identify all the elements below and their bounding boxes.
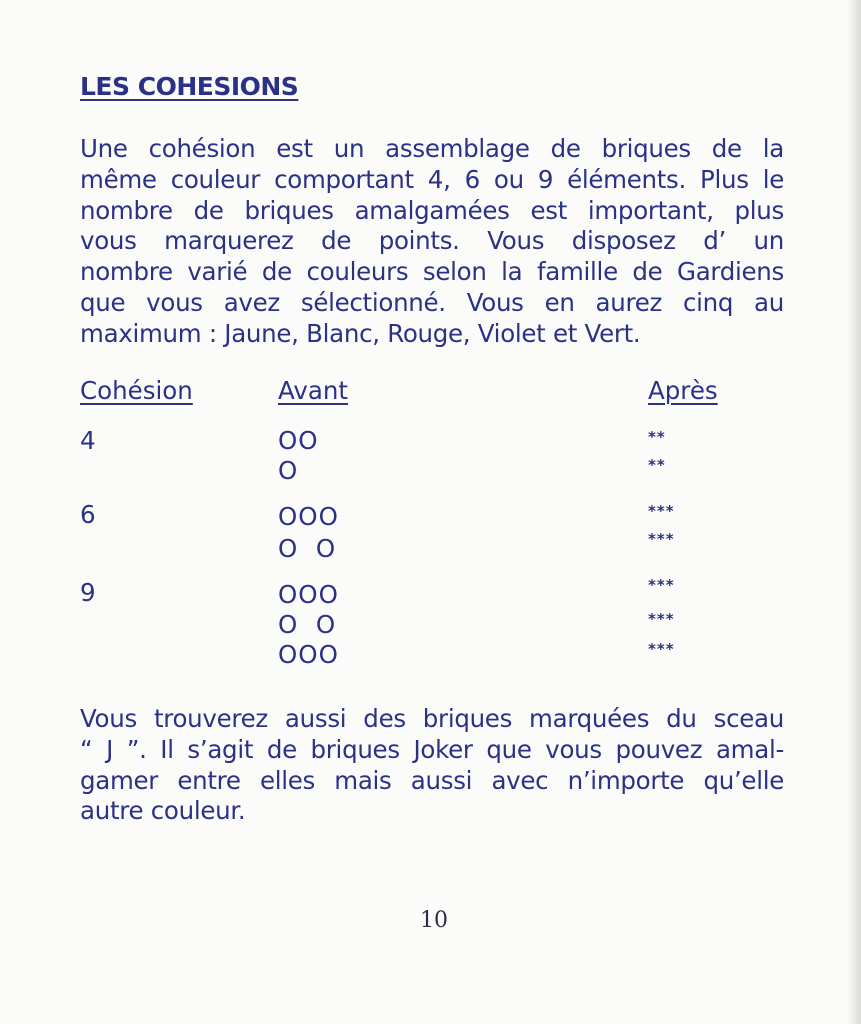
paragraph-line: nombre de briques amalgamées est important, plus: [80, 195, 784, 225]
before-pattern: O: [278, 456, 299, 485]
header-cohesion: Cohésion: [80, 376, 193, 405]
paragraph-line: maximum : Jaune, Blanc, Rouge, Violet et Vert.: [80, 318, 641, 348]
cohesion-count: 6: [80, 500, 96, 529]
after-pattern: **: [648, 456, 666, 474]
header-avant: Avant: [278, 376, 348, 405]
cohesion-count: 9: [80, 578, 96, 607]
paragraph-line: Une cohésion est un assemblage de briques de la: [80, 134, 784, 163]
paragraph-line: que vous avez sélectionné. Vous en aurez cinq au: [80, 287, 784, 317]
cohesion-count: 4: [80, 426, 96, 455]
after-pattern: ***: [648, 610, 675, 628]
intro-paragraph: [80, 134, 784, 350]
before-pattern: OOO: [278, 580, 339, 609]
page-edge-shadow: [847, 0, 861, 1024]
header-apres: Après: [648, 376, 718, 405]
after-pattern: **: [648, 428, 666, 446]
joker-paragraph: [80, 704, 784, 827]
before-pattern: OOO: [278, 640, 339, 669]
paragraph-line: Vous trouverez aussi des briques marquées du sceau: [80, 704, 784, 733]
paragraph-line: autre couleur.: [80, 796, 246, 826]
paragraph-line: “ J ”. Il s’agit de briques Joker que vous pouvez amal-: [80, 734, 784, 764]
cohesion-table: [80, 376, 784, 676]
before-pattern: O O: [278, 610, 337, 639]
paragraph-line: nombre varié de couleurs selon la famille de Gardiens: [80, 257, 784, 287]
before-pattern: OO: [278, 426, 319, 455]
before-pattern: O O: [278, 534, 337, 563]
page-number: 10: [420, 908, 448, 933]
after-pattern: ***: [648, 530, 675, 548]
after-pattern: ***: [648, 502, 675, 520]
section-heading: LES COHESIONS: [80, 72, 299, 101]
paragraph-line: gamer entre elles mais aussi avec n’importe qu’elle: [80, 765, 784, 795]
after-pattern: ***: [648, 640, 675, 658]
paragraph-line: même couleur comportant 4, 6 ou 9 éléments. Plus le: [80, 164, 784, 194]
after-pattern: ***: [648, 576, 675, 594]
before-pattern: OOO: [278, 502, 339, 531]
paragraph-line: vous marquerez de points. Vous disposez d’ un: [80, 226, 784, 256]
